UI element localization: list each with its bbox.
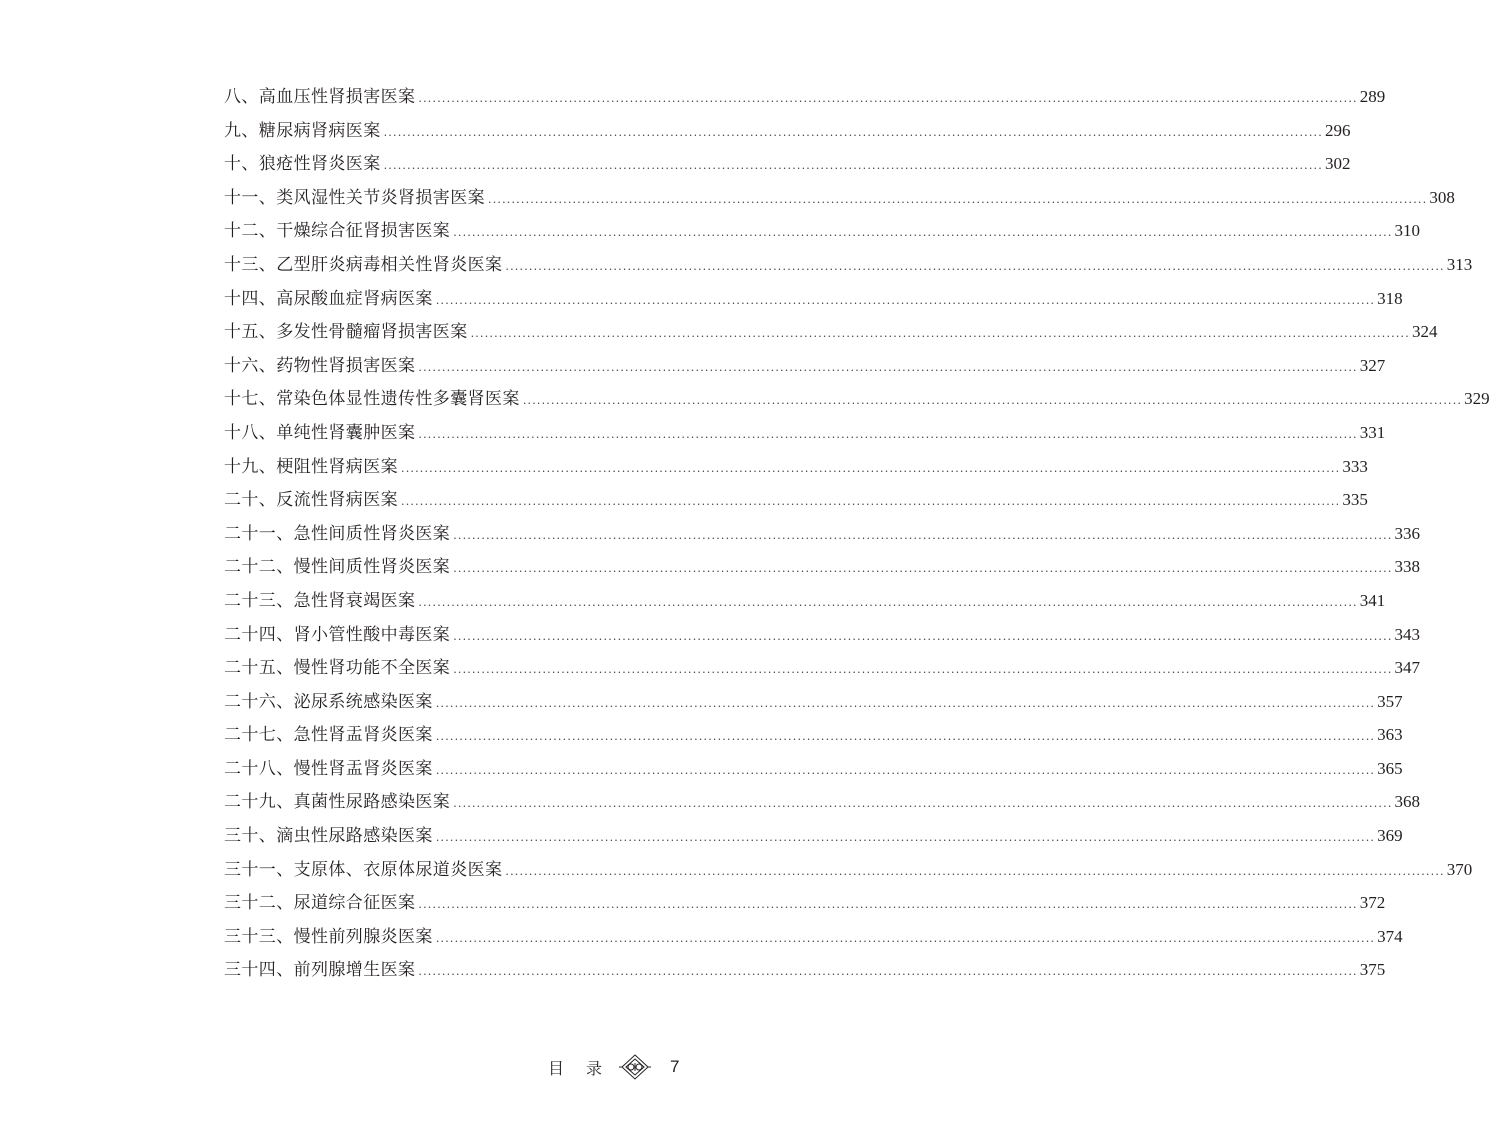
toc-entry[interactable] — [224, 349, 1386, 383]
toc-leader-dots: ........................................................................................................................................................................................................ — [453, 528, 1393, 542]
toc-entry[interactable] — [224, 214, 1421, 248]
toc-entry[interactable] — [224, 517, 1421, 551]
toc-entry-page-number: 327 — [1359, 355, 1386, 375]
toc-leader-dots: ........................................................................................................................................................................................................ — [401, 461, 1341, 475]
toc-leader-dots: ........................................................................................................................................................................................................ — [505, 864, 1445, 878]
toc-entry[interactable] — [224, 886, 1386, 920]
toc-entry[interactable] — [224, 416, 1386, 450]
toc-entry-title: 十二、干燥综合征肾损害医案 — [224, 221, 451, 242]
toc-entry-page-number: 368 — [1394, 792, 1421, 812]
toc-leader-dots: ........................................................................................................................................................................................................ — [435, 763, 1376, 777]
toc-entry[interactable] — [224, 181, 1455, 215]
toc-leader-dots: ........................................................................................................................................................................................................ — [401, 495, 1341, 509]
toc-entry-page-number: 331 — [1359, 422, 1386, 442]
toc-leader-dots: ........................................................................................................................................................................................................ — [453, 629, 1393, 643]
toc-leader-dots: ........................................................................................................................................................................................................ — [435, 931, 1376, 945]
toc-entry-title: 十七、常染色体显性遗传性多囊肾医案 — [224, 389, 520, 410]
toc-entry-page-number: 338 — [1394, 557, 1421, 577]
toc-leader-dots: ........................................................................................................................................................................................................ — [418, 965, 1358, 979]
toc-entry-page-number: 324 — [1411, 322, 1438, 342]
toc-leader-dots: ........................................................................................................................................................................................................ — [488, 192, 1428, 206]
toc-entry-title: 二十八、慢性肾盂肾炎医案 — [224, 758, 433, 779]
toc-entry[interactable] — [224, 584, 1386, 618]
page-number: 7 — [670, 1057, 680, 1076]
toc-entry[interactable] — [224, 315, 1438, 349]
toc-leader-dots: ........................................................................................................................................................................................................ — [453, 663, 1393, 677]
toc-entry[interactable] — [224, 651, 1421, 685]
toc-entry-page-number: 363 — [1377, 725, 1403, 745]
toc-entry-title: 十五、多发性骨髓瘤肾损害医案 — [224, 322, 468, 343]
toc-leader-dots: ........................................................................................................................................................................................................ — [522, 394, 1463, 408]
toc-entry-title: 三十、滴虫性尿路感染医案 — [224, 826, 433, 847]
toc-entry-title: 十四、高尿酸血症肾病医案 — [224, 288, 433, 309]
toc-entry-title: 三十四、前列腺增生医案 — [224, 960, 416, 981]
toc-leader-dots: ........................................................................................................................................................................................................ — [435, 696, 1376, 710]
toc-entry-page-number: 365 — [1377, 758, 1403, 778]
toc-entry-title: 八、高血压性肾损害医案 — [224, 87, 416, 107]
toc-entry-page-number: 370 — [1446, 859, 1473, 879]
toc-entry-page-number: 333 — [1342, 456, 1368, 476]
toc-entry-title: 十、狼疮性肾炎医案 — [224, 154, 381, 175]
toc-entry-title: 二十、反流性肾病医案 — [224, 490, 398, 511]
toc-leader-dots: ........................................................................................................................................................................................................ — [418, 360, 1358, 374]
toc-entry-title: 九、糖尿病肾病医案 — [224, 120, 381, 141]
toc-entry-title: 三十一、支原体、衣原体尿道炎医案 — [224, 859, 503, 880]
toc-entry-page-number: 329 — [1464, 389, 1490, 409]
toc-entry[interactable] — [224, 450, 1368, 484]
toc-entry-page-number: 357 — [1377, 691, 1403, 711]
toc-entry-title: 三十二、尿道综合征医案 — [224, 893, 416, 914]
toc-entry-title: 三十三、慢性前列腺炎医案 — [224, 926, 433, 947]
toc-leader-dots: ........................................................................................................................................................................................................ — [435, 730, 1376, 744]
toc-leader-dots: ........................................................................................................................................................................................................ — [383, 159, 1323, 173]
toc-entry-title: 二十一、急性间质性肾炎医案 — [224, 523, 451, 544]
toc-entry[interactable] — [224, 752, 1403, 786]
running-head: 目录 — [548, 1058, 625, 1078]
toc-entry-title: 十三、乙型肝炎病毒相关性肾炎医案 — [224, 254, 503, 275]
toc-entry[interactable] — [224, 853, 1473, 887]
page-footer — [548, 1052, 724, 1082]
toc-entry[interactable] — [224, 550, 1421, 584]
toc-leader-dots: ........................................................................................................................................................................................................ — [383, 125, 1323, 139]
toc-entry-page-number: 343 — [1394, 624, 1421, 644]
toc-entry[interactable] — [224, 953, 1386, 987]
toc-entry[interactable] — [224, 819, 1403, 853]
toc-entry-page-number: 335 — [1342, 490, 1368, 510]
toc-entry-title: 二十六、泌尿系统感染医案 — [224, 691, 433, 712]
toc-entry[interactable] — [224, 483, 1368, 517]
toc-leader-dots: ........................................................................................................................................................................................................ — [418, 898, 1358, 912]
toc-leader-dots: ........................................................................................................................................................................................................ — [435, 831, 1376, 845]
toc-entry[interactable] — [224, 114, 1351, 148]
toc-entry-page-number: 372 — [1359, 893, 1386, 913]
toc-entry-page-number: 374 — [1377, 926, 1403, 946]
toc-entry-page-number: 369 — [1377, 826, 1403, 846]
toc-entry[interactable] — [224, 785, 1421, 819]
toc-entry-page-number: 289 — [1359, 87, 1386, 106]
table-of-contents — [224, 80, 1490, 987]
toc-leader-dots: ........................................................................................................................................................................................................ — [453, 226, 1393, 240]
toc-entry-title: 二十四、肾小管性酸中毒医案 — [224, 624, 451, 645]
toc-entry-title: 十六、药物性肾损害医案 — [224, 355, 416, 376]
toc-entry-page-number: 336 — [1394, 523, 1421, 543]
toc-leader-dots: ........................................................................................................................................................................................................ — [453, 562, 1393, 576]
toc-leader-dots: ........................................................................................................................................................................................................ — [505, 259, 1445, 273]
toc-entry-title: 二十三、急性肾衰竭医案 — [224, 590, 416, 611]
toc-entry-title: 二十七、急性肾盂肾炎医案 — [224, 725, 433, 746]
toc-entry[interactable] — [224, 282, 1403, 316]
toc-entry-page-number: 308 — [1429, 187, 1455, 207]
toc-entry-page-number: 302 — [1324, 154, 1351, 174]
toc-leader-dots: ........................................................................................................................................................................................................ — [418, 427, 1358, 441]
toc-entry-title: 十九、梗阻性肾病医案 — [224, 456, 398, 477]
toc-leader-dots: ........................................................................................................................................................................................................ — [453, 797, 1393, 811]
toc-entry[interactable] — [224, 382, 1490, 416]
toc-entry-title: 二十九、真菌性尿路感染医案 — [224, 792, 451, 813]
toc-entry[interactable] — [224, 718, 1403, 752]
decorative-knot-icon — [618, 1053, 652, 1081]
toc-entry[interactable] — [224, 685, 1403, 719]
toc-entry[interactable] — [224, 80, 1386, 114]
toc-entry-title: 十八、单纯性肾囊肿医案 — [224, 422, 416, 443]
toc-entry[interactable] — [224, 248, 1473, 282]
toc-leader-dots: ........................................................................................................................................................................................................ — [418, 92, 1358, 105]
toc-entry-page-number: 341 — [1359, 590, 1386, 610]
toc-entry-page-number: 375 — [1359, 960, 1386, 980]
toc-entry-title: 二十五、慢性肾功能不全医案 — [224, 658, 451, 679]
toc-leader-dots: ........................................................................................................................................................................................................ — [435, 293, 1376, 307]
toc-entry[interactable] — [224, 618, 1421, 652]
toc-entry-page-number: 313 — [1446, 254, 1473, 274]
toc-entry-title: 十一、类风湿性关节炎肾损害医案 — [224, 187, 485, 208]
toc-entry-title: 二十二、慢性间质性肾炎医案 — [224, 557, 451, 578]
toc-entry[interactable] — [224, 147, 1351, 181]
toc-entry-page-number: 347 — [1394, 658, 1421, 678]
toc-entry-page-number: 318 — [1377, 288, 1403, 308]
toc-entry[interactable] — [224, 920, 1403, 954]
toc-leader-dots: ........................................................................................................................................................................................................ — [418, 595, 1358, 609]
toc-entry-page-number: 310 — [1394, 221, 1421, 241]
toc-leader-dots: ........................................................................................................................................................................................................ — [470, 327, 1410, 341]
toc-entry-page-number: 296 — [1324, 120, 1351, 140]
